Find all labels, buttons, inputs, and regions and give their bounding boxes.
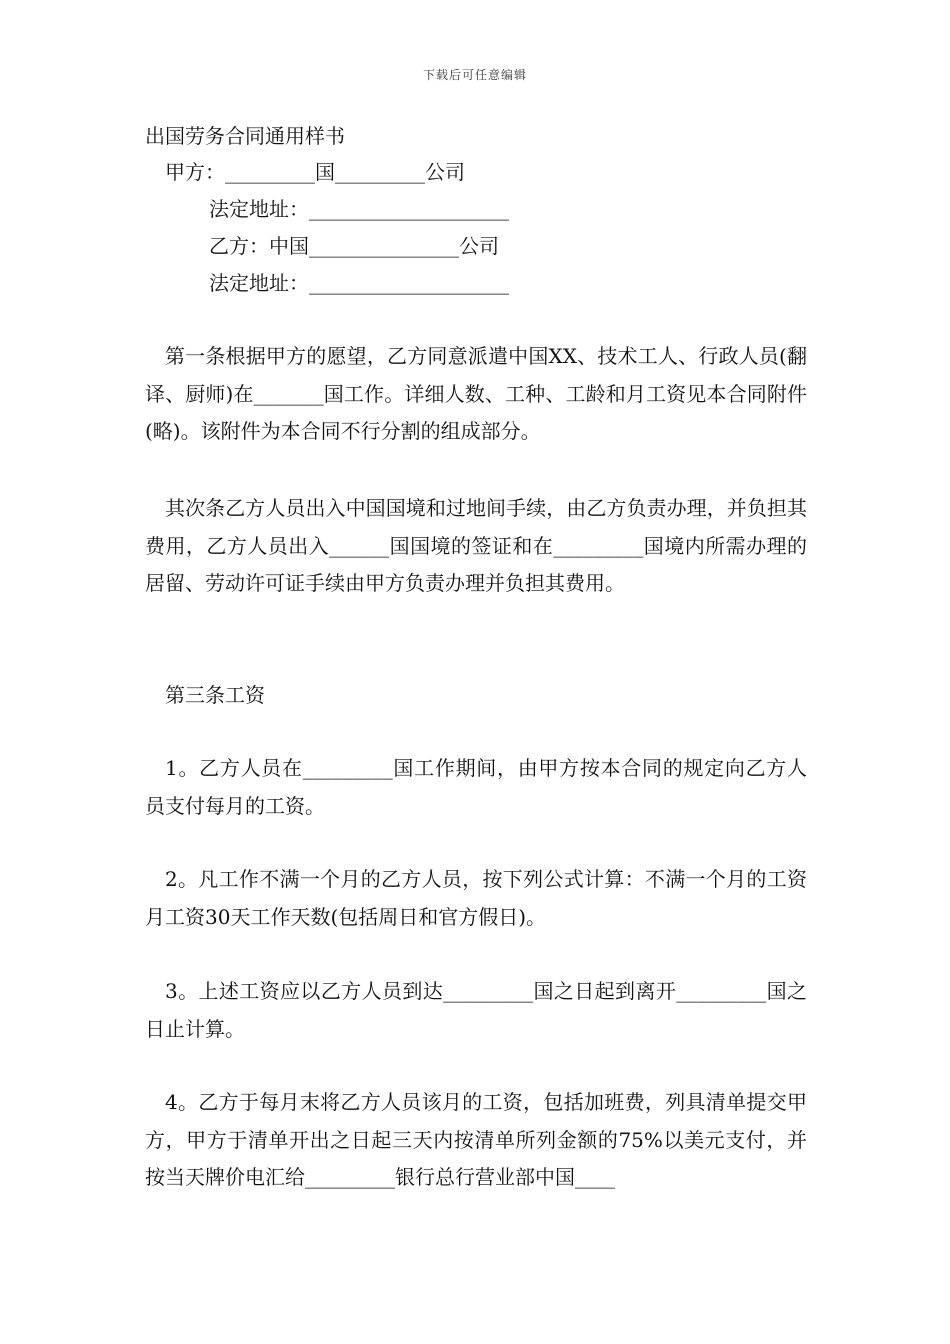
clause-4 xyxy=(145,1084,807,1197)
party-a-line: 甲方：_________国_________公司 xyxy=(165,160,465,184)
article-2-text: 其次条乙方人员出入中国国境和过地间手续，由乙方负责办理，并负担其费用，乙方人员出入______国国境的签证和在_________国境内所需办理的居留、劳动许可证手续由甲方负责办理并负担其费用。 xyxy=(145,496,807,595)
party-b-address-line: 法定地址：____________________ xyxy=(209,271,509,295)
party-b-line: 乙方：中国_______________公司 xyxy=(209,234,499,258)
clause-2-text: 2。凡工作不满一个月的乙方人员，按下列公式计算：不满一个月的工资月工资30天工作天数(包括周日和官方假日)。 xyxy=(145,867,807,929)
clause-3 xyxy=(145,973,807,1048)
article-1 xyxy=(145,338,807,451)
clause-2 xyxy=(145,861,807,936)
clause-3-text: 3。上述工资应以乙方人员到达_________国之日起到离开_________国之日止计算。 xyxy=(145,979,807,1041)
header-note: 下载后可任意编辑 xyxy=(422,68,527,82)
article-1-text: 第一条根据甲方的愿望，乙方同意派遣中国XX、技术工人、行政人员(翻译、厨师)在_______国工作。详细人数、工种、工龄和月工资见本合同附件(略)。该附件为本合同不行分割的组成部分。 xyxy=(145,344,807,443)
party-a-address-line: 法定地址：____________________ xyxy=(209,197,509,221)
clause-4-text: 4。乙方于每月末将乙方人员该月的工资，包括加班费，列具清单提交甲方，甲方于清单开出之日起三天内按清单所列金额的75%以美元支付，并按当天牌价电汇给_________银行总行营业部中国____ xyxy=(145,1090,807,1189)
clause-1-text: 1。乙方人员在_________国工作期间，由甲方按本合同的规定向乙方人员支付每月的工资。 xyxy=(145,756,807,818)
contract-title: 出国劳务合同通用样书 xyxy=(145,124,345,148)
article-3-title-text: 第三条工资 xyxy=(165,683,265,707)
article-3-title xyxy=(145,677,807,715)
article-2 xyxy=(145,490,807,603)
clause-1 xyxy=(145,750,807,825)
